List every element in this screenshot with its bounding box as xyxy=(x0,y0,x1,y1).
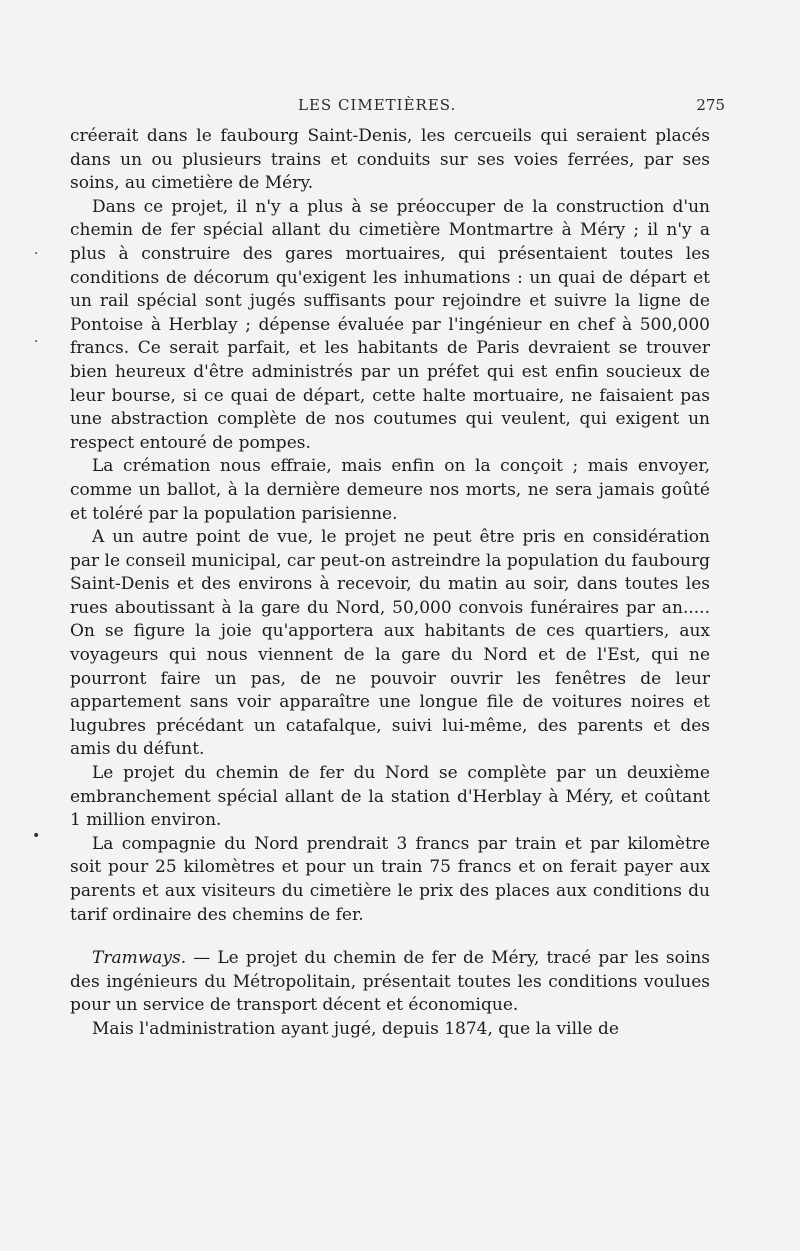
tramways-text: — Le projet du chemin de fer de Méry, tracé par les soins des ingénieurs du Métropolitain, présentait toutes les conditions voulues pour un service de transport décent et économique. xyxy=(70,948,710,1016)
paragraph-6: La compagnie du Nord prendrait 3 francs par train et par kilomètre soit pour 25 kilomètres et pour un train 75 francs et on ferait payer aux parents et aux visiteurs du cimetière le prix des places aux conditions du tarif ordinaire des chemins de fer. xyxy=(70,833,710,925)
paragraph-tramways xyxy=(70,947,710,1018)
page-number: 275 xyxy=(696,96,725,114)
margin-dot: · xyxy=(34,246,39,262)
tramways-heading: Tramways. xyxy=(92,948,187,969)
margin-dot: • xyxy=(32,828,41,844)
body-text xyxy=(70,125,710,1042)
paragraph-3: La crémation nous effraie, mais enfin on la conçoit ; mais envoyer, comme un ballot, à la dernière demeure nos morts, ne sera jamais goûté et toléré par la population parisienne. xyxy=(70,456,710,524)
paragraph-4: A un autre point de vue, le projet ne peut être pris en considération par le conseil municipal, car peut-on astreindre la population du faubourg Saint-Denis et des environs à recevoir, du matin au soir, dans toutes les rues aboutissant à la gare du Nord, 50,000 convois funéraires par an..... On se figure la joie qu'apportera aux habitants de ces quartiers, aux voyageurs qui nous viennent de la gare du Nord et de l'Est, qui ne pourront faire un pas, de ne pouvoir ouvrir les fenêtres de leur appartement sans voir apparaître une longue file de voitures noires et lugubres précédant un catafalque, suivi lui-même, des parents et des amis du défunt. xyxy=(70,527,710,760)
paragraph-1: créerait dans le faubourg Saint-Denis, les cercueils qui seraient placés dans un ou plusieurs trains et conduits sur ses voies ferrées, par ses soins, au cimetière de Méry. xyxy=(70,126,710,194)
paragraph-2: Dans ce projet, il n'y a plus à se préoccuper de la construction d'un chemin de fer spécial allant du cimetière Montmartre à Méry ; il n'y a plus à construire des gares mortuaires, qui présentaient toutes les conditions de décorum qu'exigent les inhumations : un quai de départ et un rail spécial sont jugés suffisants pour rejoindre et suivre la ligne de Pontoise à Herblay ; dépense évaluée par l'ingénieur en chef à 500,000 francs. Ce serait parfait, et les habitants de Paris devraient se trouver bien heureux d'être administrés par un préfet qui est enfin soucieux de leur bourse, si ce quai de départ, cette halte mortuaire, ne faisaient pas une abstraction complète de nos coutumes qui veulent, qui exigent un respect entouré de pompes. xyxy=(70,196,710,453)
margin-dot: · xyxy=(34,334,39,350)
running-title: LES CIMETIÈRES. xyxy=(298,96,457,114)
page-header xyxy=(70,96,725,118)
paragraph-5: Le projet du chemin de fer du Nord se complète par un deuxième embranchement spécial allant de la station d'Herblay à Méry, et coûtant 1 million environ. xyxy=(70,763,710,831)
paragraph-last: Mais l'administration ayant jugé, depuis 1874, que la ville de xyxy=(92,1018,619,1039)
